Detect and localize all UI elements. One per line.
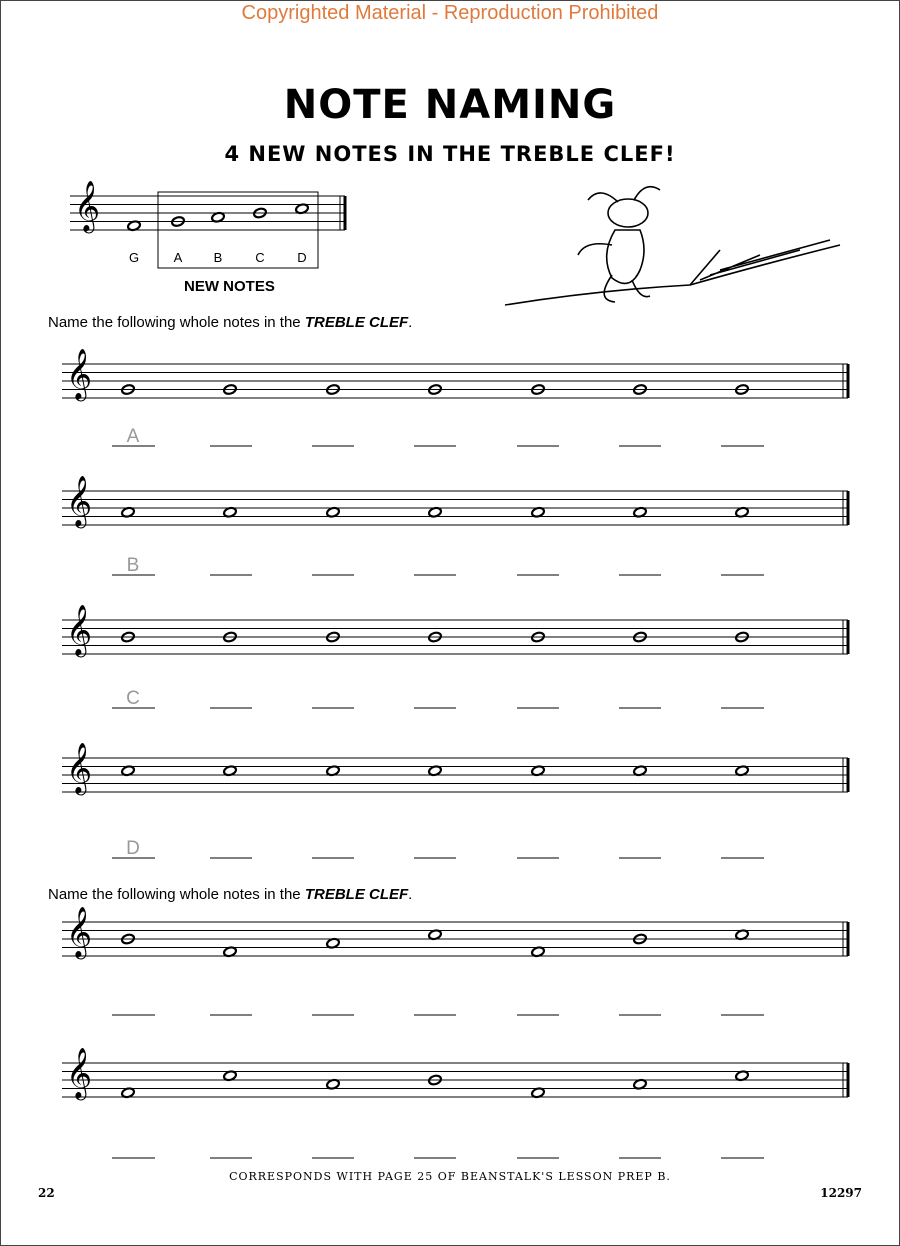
branch — [505, 245, 840, 305]
page-number: 22 — [38, 1186, 55, 1200]
treble-clef-icon: 𝄞 — [74, 180, 101, 232]
instruction-text: Name the following whole notes in the — [48, 886, 305, 903]
instruction-text: Name the following whole notes in the — [48, 314, 305, 331]
example-answer: A — [126, 426, 140, 447]
exercise-staff — [62, 476, 848, 576]
exercise-staff — [62, 743, 848, 859]
example-answer: D — [126, 838, 140, 859]
treble-clef-icon: 𝄞 — [66, 475, 93, 527]
treble-clef-icon: 𝄞 — [66, 348, 93, 400]
exercise-staff — [62, 605, 848, 709]
catalog-number: 12297 — [820, 1186, 862, 1200]
note-letter-label: B — [213, 250, 223, 265]
instruction-suffix: . — [408, 886, 413, 903]
treble-clef-icon: 𝄞 — [66, 604, 93, 656]
note-letter-label: A — [173, 250, 183, 265]
treble-clef-icon: 𝄞 — [66, 906, 93, 958]
exercise-staff — [62, 349, 848, 447]
page-subtitle: 4 NEW NOTES IN THE TREBLE CLEF! — [224, 142, 676, 166]
intro-staff — [70, 181, 345, 268]
new-notes-caption: NEW NOTES — [184, 278, 275, 295]
exercise-staff — [62, 1048, 848, 1158]
exercise-staff — [62, 907, 848, 1015]
example-answer: B — [126, 555, 140, 576]
insect-illustration — [505, 187, 840, 305]
example-answer: C — [126, 688, 140, 709]
insect-head — [608, 199, 648, 227]
note-letter-label: D — [297, 250, 307, 265]
instruction-emphasis: TREBLE CLEF — [304, 886, 409, 903]
footer-note: CORRESPONDS WITH PAGE 25 OF BEANSTALK'S LESSON PREP B. — [229, 1170, 671, 1183]
treble-clef-icon: 𝄞 — [66, 1047, 93, 1099]
copyright-notice: Copyrighted Material - Reproduction Prohibited — [241, 2, 659, 24]
treble-clef-icon: 𝄞 — [66, 742, 93, 794]
note-letter-label: C — [255, 250, 265, 265]
page-title: NOTE NAMING — [283, 82, 617, 128]
note-letter-label: G — [128, 250, 140, 265]
instruction-emphasis: TREBLE CLEF — [304, 314, 409, 331]
instruction-suffix: . — [408, 314, 413, 331]
